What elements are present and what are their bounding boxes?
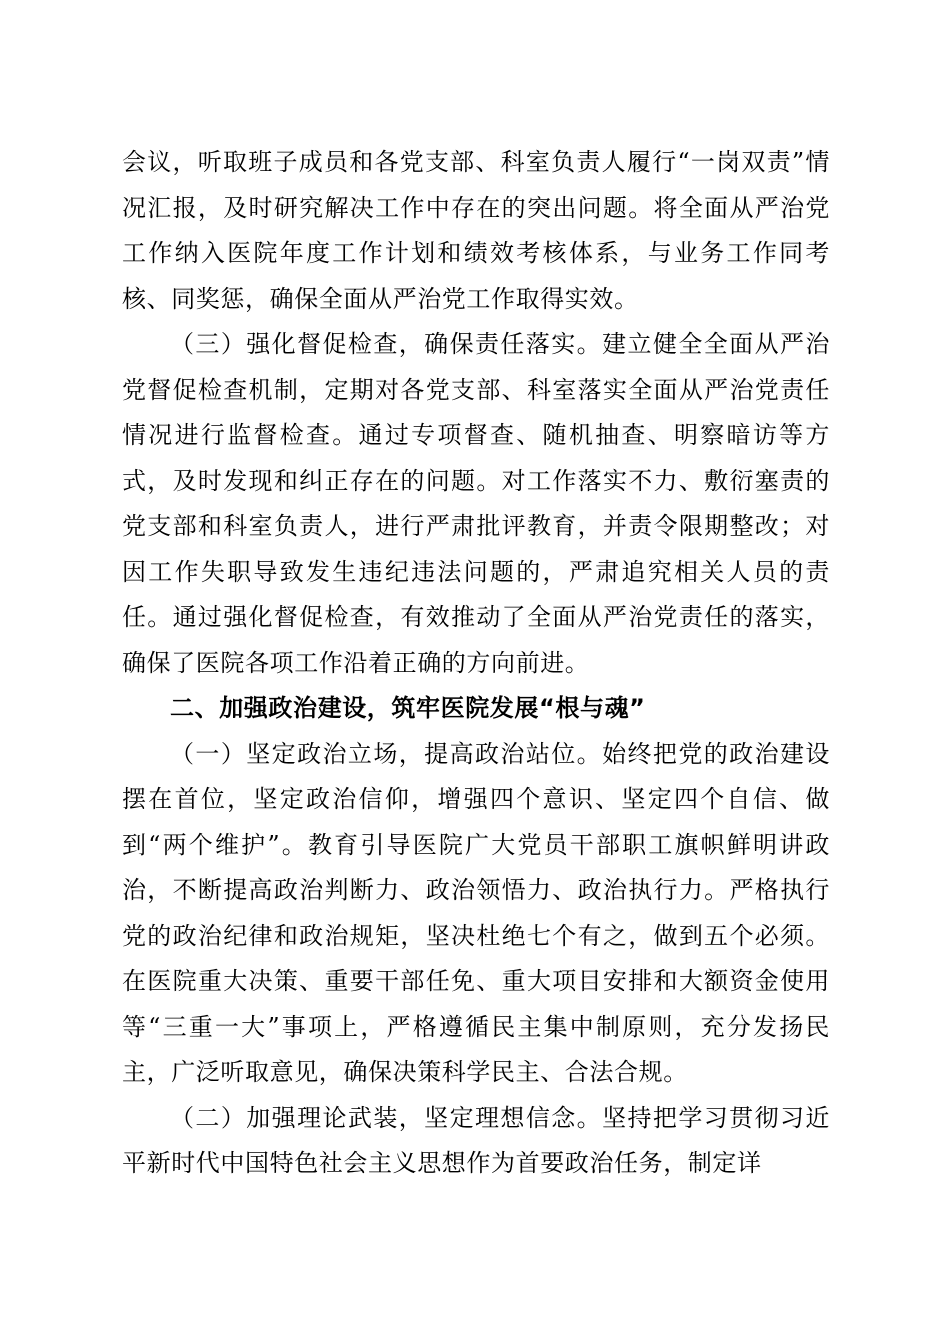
section-lead-3: （三）强化督促检查，确保责任落实。: [170, 330, 603, 358]
paragraph-text: 会议，听取班子成员和各党支部、科室负责人履行“一岗双责”情况汇报，及时研究解决工作中存在的突出问题。将全面从严治党工作纳入医院年度工作计划和绩效考核体系，与业务工作同考核、同奖惩，确保全面从严治党工作取得实效。: [122, 148, 830, 313]
paragraph-political-stance: [122, 732, 830, 1096]
document-body: [122, 140, 830, 1187]
paragraph-text: 建立健全全面从严治党督促检查机制，定期对各党支部、科室落实全面从严治党责任情况进行监督检查。通过专项督查、随机抽查、明察暗访等方式，及时发现和纠正存在的问题。对工作落实不力、敷衍塞责的党支部和科室负责人，进行严肃批评教育，并责令限期整改；对因工作失职导致发生违纪违法问题的，严肃追究相关人员的责任。通过强化督促检查，有效推动了全面从严治党责任的落实，确保了医院各项工作沿着正确的方向前进。: [122, 330, 831, 677]
section-lead-2: （二）加强理论武装，坚定理想信念。: [170, 1103, 603, 1132]
paragraph-text: 坚持把学习贯彻习近平新时代中国特色社会主义思想作为首要政治任务，制定详: [122, 1103, 831, 1177]
paragraph-theory-study: [122, 1096, 830, 1187]
paragraph-meeting-continuation: [122, 140, 830, 322]
section-lead-1: （一）坚定政治立场，提高政治站位。: [170, 739, 603, 768]
paragraph-supervision: [122, 322, 830, 686]
section-heading-2: 二、加强政治建设，筑牢医院发展“根与魂”: [170, 694, 646, 722]
paragraph-text: 始终把党的政治建设摆在首位，坚定政治信仰，增强四个意识、坚定四个自信、做到“两个维护”。教育引导医院广大党员干部职工旗帜鲜明讲政治，不断提高政治判断力、政治领悟力、政治执行力。严格执行党的政治纪律和政治规矩，坚决杜绝七个有之，做到五个必须。在医院重大决策、重要干部任免、重大项目安排和大额资金使用等“三重一大”事项上，严格遵循民主集中制原则，充分发扬民主，广泛听取意见，确保决策科学民主、合法合规。: [122, 739, 831, 1086]
